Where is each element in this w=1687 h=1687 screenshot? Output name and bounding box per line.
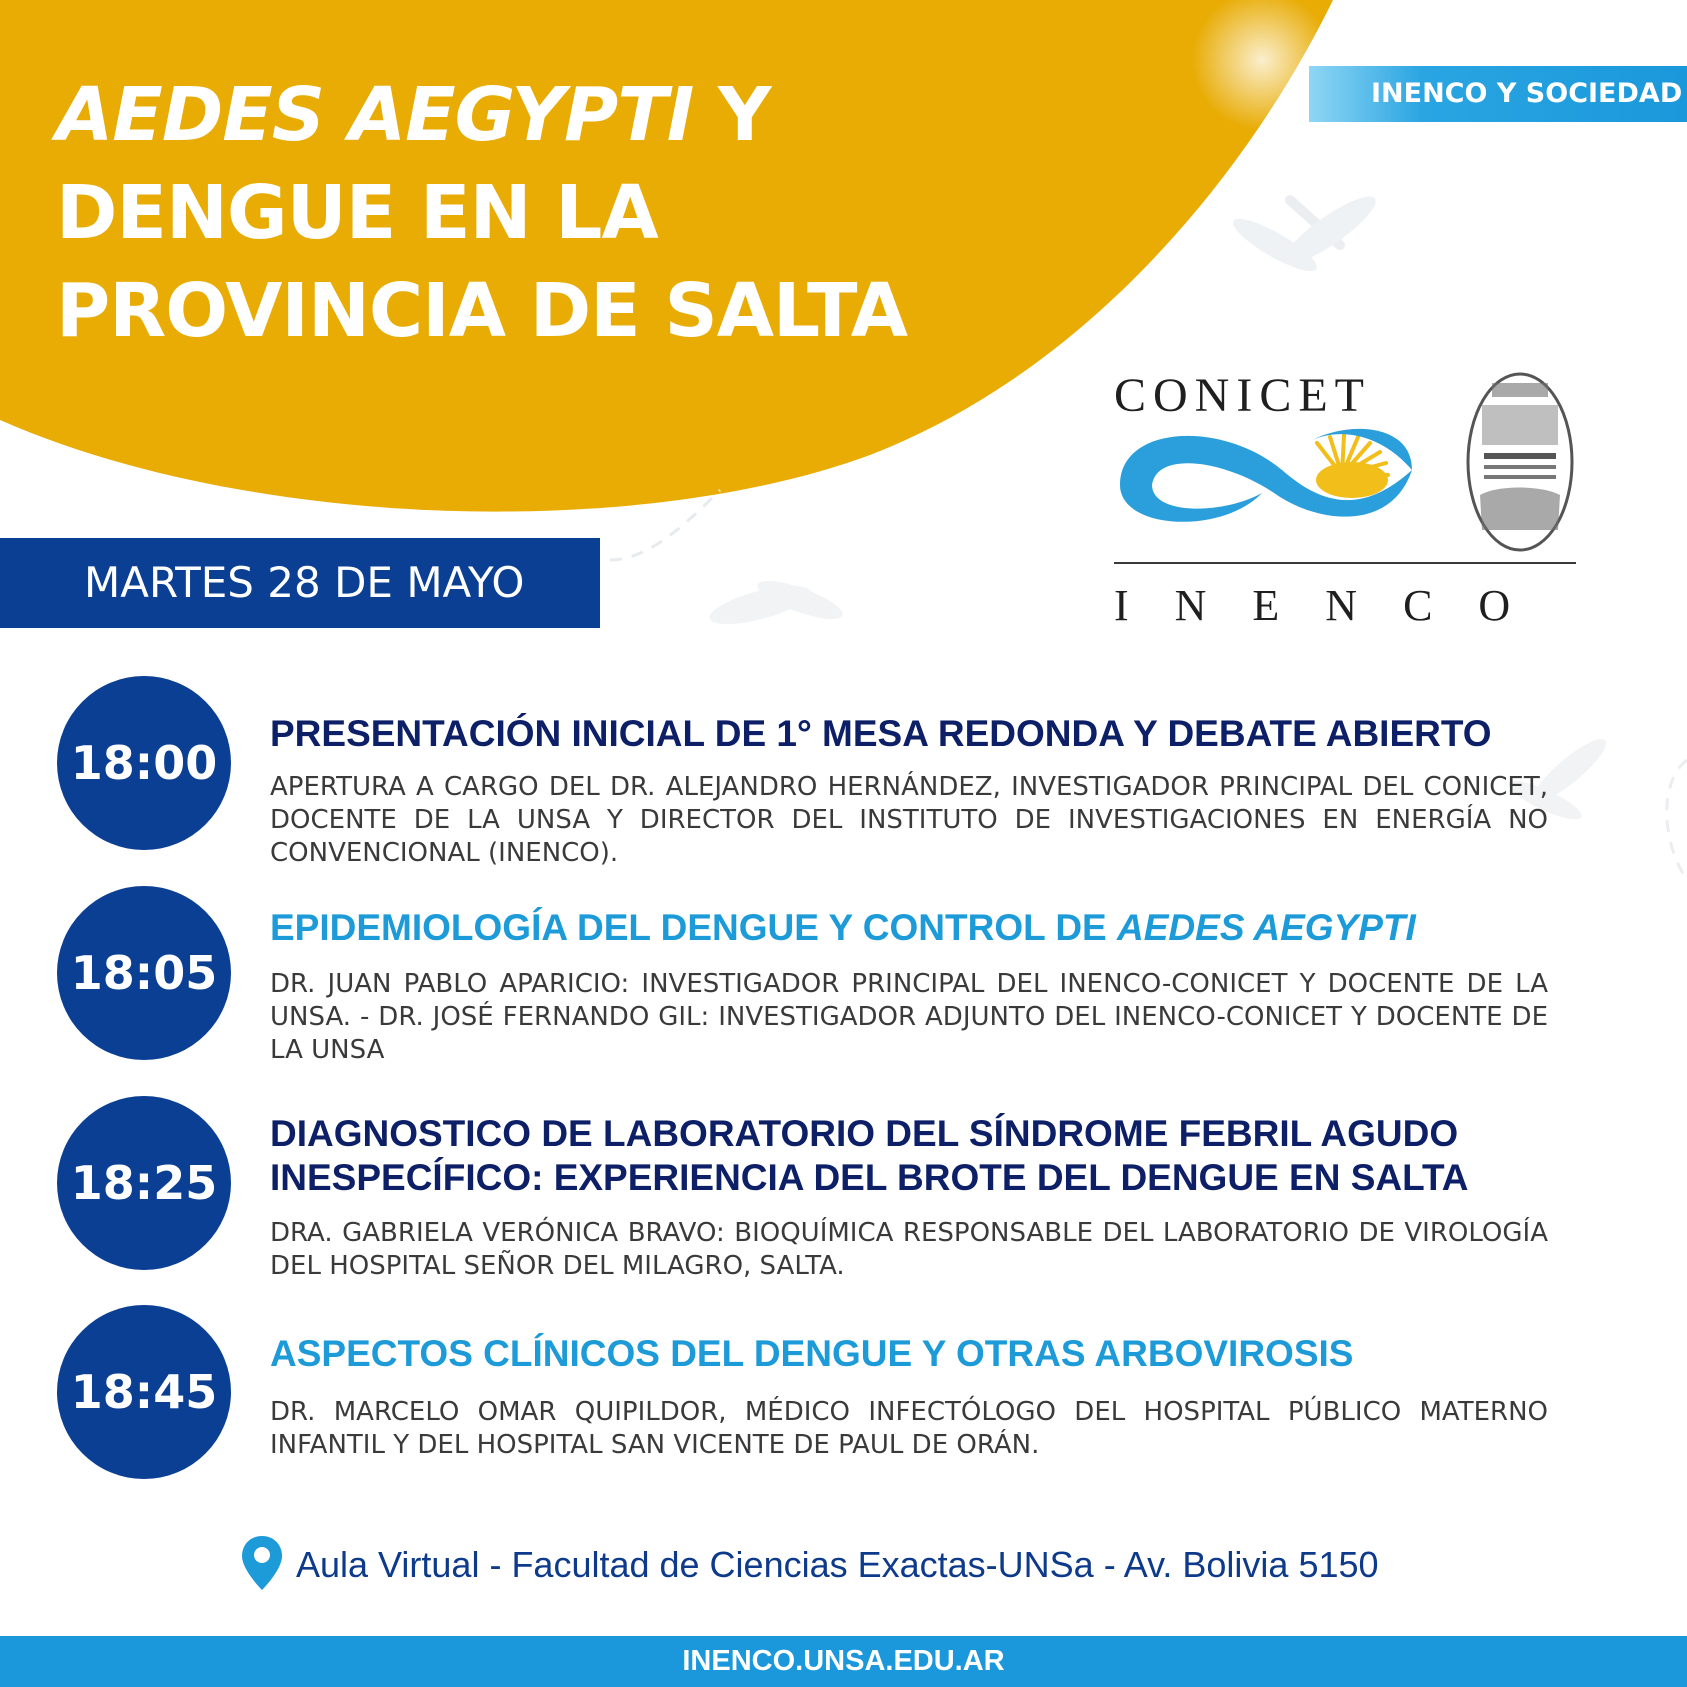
session-description: DR. MARCELO OMAR QUIPILDOR, MÉDICO INFECTÓLOGO DEL HOSPITAL PÚBLICO MATERNO INFANTIL Y DEL HOSPITAL SAN VICENTE DE PAUL DE ORÁN. [270, 1397, 1548, 1460]
session-heading: EPIDEMIOLOGÍA DEL DENGUE Y CONTROL DE AEDES AEGYPTI [270, 907, 1416, 948]
logo-divider [1114, 562, 1576, 564]
event-title: AEDES AEGYPTI Y DENGUE EN LA PROVINCIA DE SALTA [56, 72, 907, 354]
session-heading: PRESENTACIÓN INICIAL DE 1° MESA REDONDA Y DEBATE ABIERTO [270, 713, 1492, 754]
session-description: APERTURA A CARGO DEL DR. ALEJANDRO HERNÁNDEZ, INVESTIGADOR PRINCIPAL DEL CONICET, DOCENTE DE LA UNSA Y DIRECTOR DEL INSTITUTO DE INVESTIGACIONES EN ENERGÍA NO CONVENCIONAL (INENCO). [270, 772, 1548, 868]
time-badge: 18:05 [57, 886, 231, 1060]
session-description: DR. JUAN PABLO APARICIO: INVESTIGADOR PRINCIPAL DEL INENCO-CONICET Y DOCENTE DE LA UNSA. - DR. JOSÉ FERNANDO GIL: INVESTIGADOR ADJUNTO DEL INENCO-CONICET Y DOCENTE DE LA UNSA [270, 969, 1548, 1065]
time-badge: 18:00 [57, 676, 231, 850]
conicet-inenco-logo [1112, 365, 1582, 630]
series-tag: INENCO Y SOCIEDAD [1309, 66, 1687, 122]
mosquito-watermark-icon [610, 490, 846, 632]
website-footer: INENCO.UNSA.EDU.AR [0, 1636, 1687, 1687]
mosquito-watermark-icon [1227, 187, 1383, 279]
location-text: Aula Virtual - Facultad de Ciencias Exactas-UNSa - Av. Bolivia 5150 [296, 1544, 1379, 1585]
session-heading: ASPECTOS CLÍNICOS DEL DENGUE Y OTRAS ARBOVIROSIS [270, 1333, 1354, 1374]
event-date-banner: MARTES 28 DE MAYO [0, 538, 600, 628]
inenco-wordmark: INENCO [1114, 581, 1557, 630]
time-badge: 18:45 [57, 1305, 231, 1479]
time-badge: 18:25 [57, 1096, 231, 1270]
conicet-wordmark: CONICET [1114, 369, 1371, 422]
session-description: DRA. GABRIELA VERÓNICA BRAVO: BIOQUÍMICA RESPONSABLE DEL LABORATORIO DE VIROLOGÍA DEL HOSPITAL SEÑOR DEL MILAGRO, SALTA. [270, 1218, 1548, 1281]
title-species-name: AEDES AEGYPTI [56, 72, 694, 158]
university-seal-icon [1468, 374, 1572, 550]
location-pin-icon [240, 1534, 284, 1592]
session-heading: DIAGNOSTICO DE LABORATORIO DEL SÍNDROME FEBRIL AGUDO INESPECÍFICO: EXPERIENCIA DEL BROTE DEL DENGUE EN SALTA [270, 1113, 1469, 1198]
